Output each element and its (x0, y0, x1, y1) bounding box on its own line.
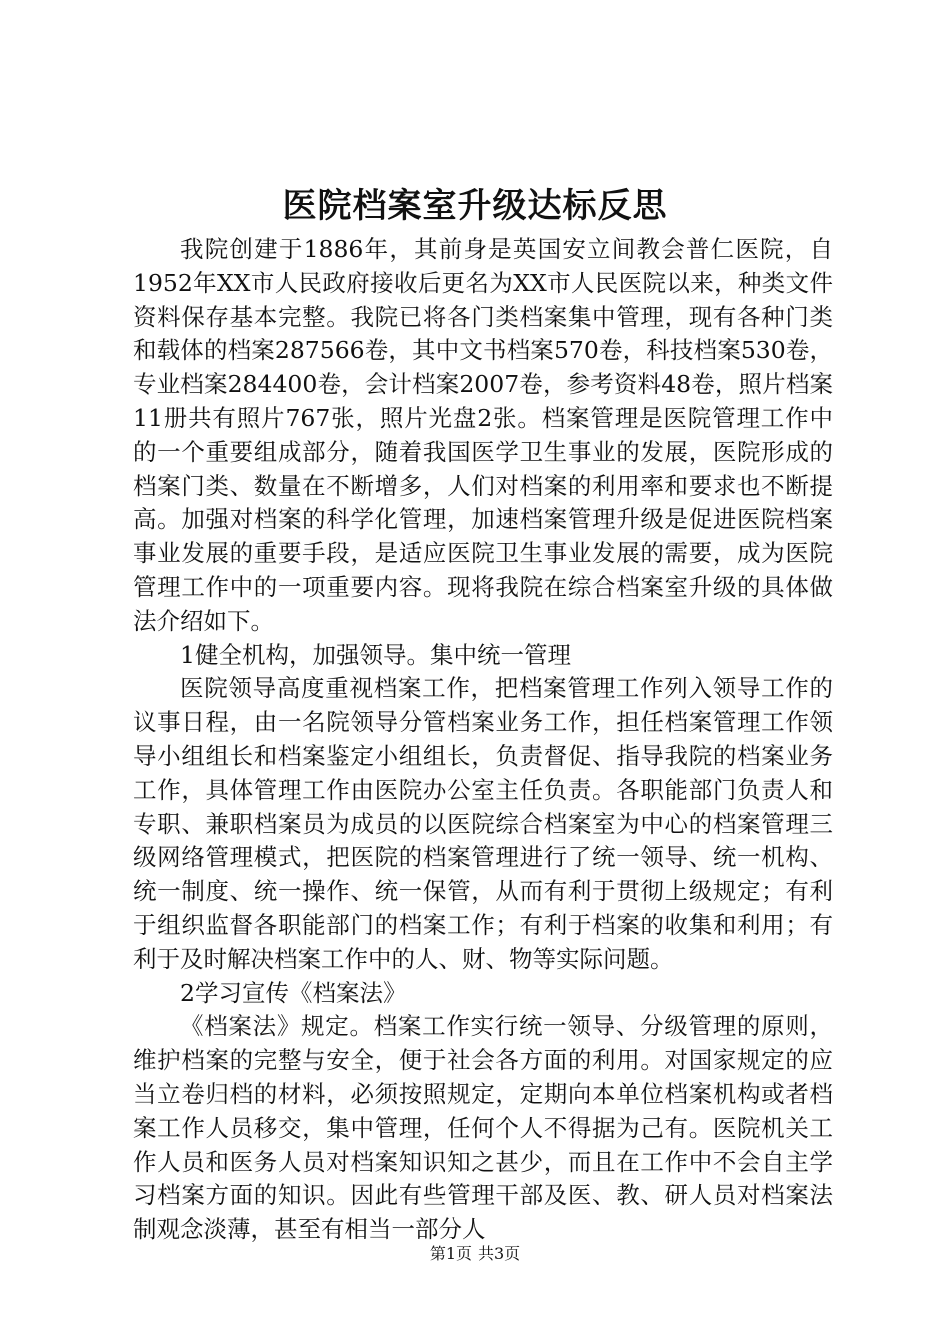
section-heading-1: 1健全机构，加强领导。集中统一管理 (180, 640, 571, 669)
page-number: 第1页 (429, 1244, 472, 1263)
page-total: 共3页 (478, 1244, 521, 1263)
document-title: 医院档案室升级达标反思 (282, 186, 668, 226)
section-heading-2: 2学习宣传《档案法》 (180, 978, 407, 1007)
paragraph-intro: 我院创建于1886年，其前身是英国安立间教会普仁医院，自1952年XX市人民政府接收后更名为XX市人民医院以来，种类文件资料保存基本完整。我院已将各门类档案集中管理，现有各种门类和载体的档案287566卷，其中文书档案570卷，科技档案530卷，专业档案284400卷，会计档案2007卷，参考资料48卷，照片档案11册共有照片767张，照片光盘2张。档案管理是医院管理工作中的一个重要组成部分，随着我国医学卫生事业的发展，医院形成的档案门类、数量在不断增多，人们对档案的利用率和要求也不断提高。加强对档案的科学化管理，加速档案管理升级是促进医院档案事业发展的重要手段，是适应医院卫生事业发展的需要，成为医院管理工作中的一项重要内容。现将我院在综合档案室升级的具体做法介绍如下。 (133, 235, 833, 635)
paragraph-section-1: 医院领导高度重视档案工作，把档案管理工作列入领导工作的议事日程，由一名院领导分管档案业务工作，担任档案管理工作领导小组组长和档案鉴定小组组长，负责督促、指导我院的档案业务工作，具体管理工作由医院办公室主任负责。各职能部门负责人和专职、兼职档案员为成员的以医院综合档案室为中心的档案管理三级网络管理模式，把医院的档案管理进行了统一领导、统一机构、统一制度、统一操作、统一保管，从而有利于贯彻上级规定；有利于组织监督各职能部门的档案工作；有利于档案的收集和利用；有利于及时解决档案工作中的人、财、物等实际问题。 (133, 674, 833, 973)
paragraph-section-2: 《档案法》规定。档案工作实行统一领导、分级管理的原则，维护档案的完整与安全，便于社会各方面的利用。对国家规定的应当立卷归档的材料，必须按照规定，定期向本单位档案机构或者档案工作人员移交，集中管理，任何个人不得据为己有。医院机关工作人员和医务人员对档案知识知之甚少，而且在工作中不会自主学习档案方面的知识。因此有些管理干部及医、教、研人员对档案法制观念淡薄，甚至有相当一部分人 (133, 1012, 833, 1244)
page-footer (0, 1243, 950, 1265)
document-body (133, 233, 833, 1247)
